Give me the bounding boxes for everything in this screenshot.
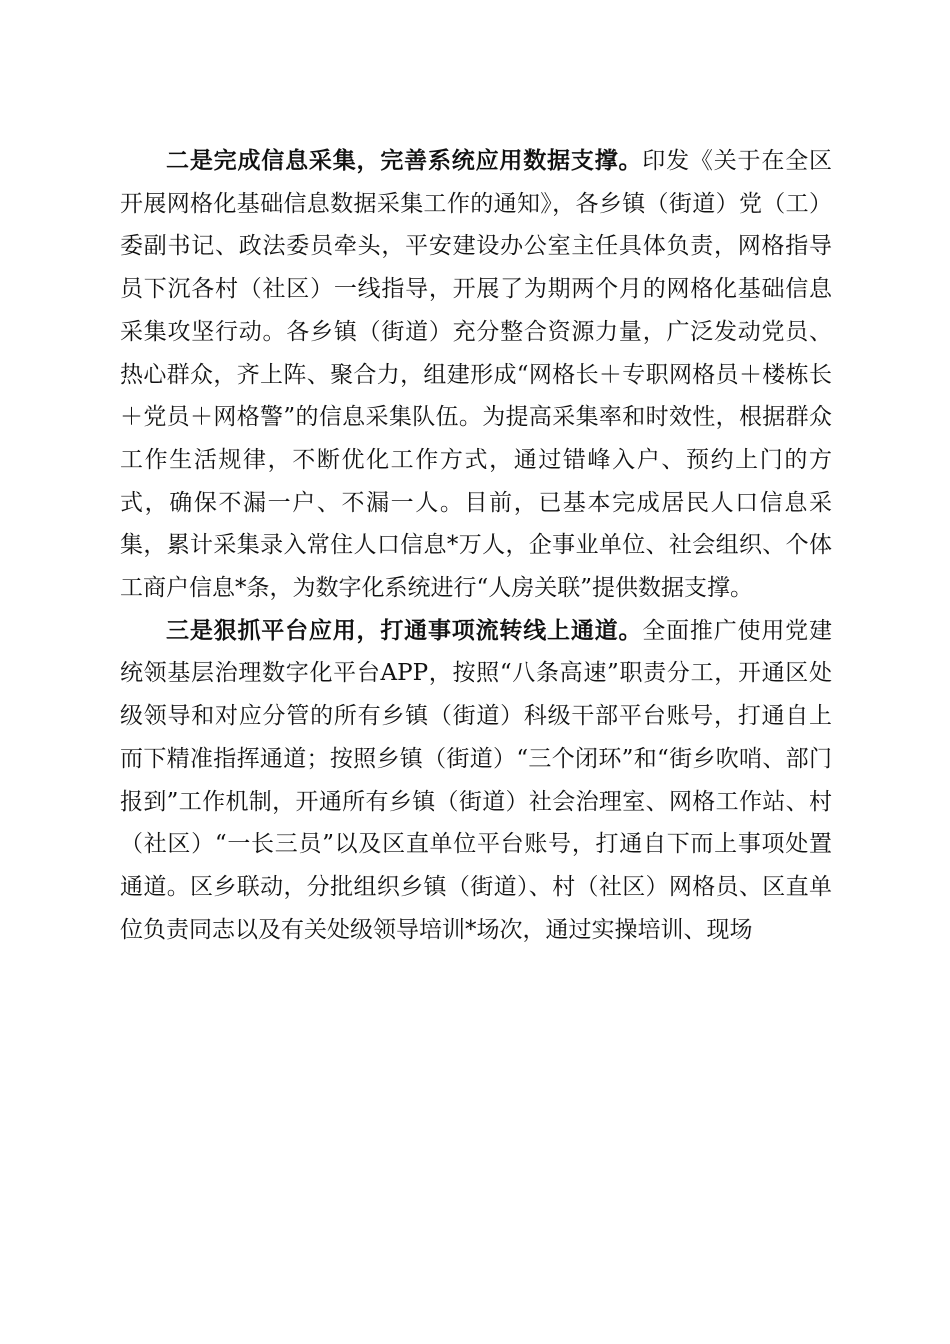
paragraph-lead-heading: 二是完成信息采集，完善系统应用数据支撑。: [166, 147, 643, 174]
document-body: [120, 140, 832, 951]
paragraph-info-collection: [120, 140, 832, 610]
paragraph-platform-application: [120, 610, 832, 952]
paragraph-body-text: 印发《关于在全区开展网格化基础信息数据采集工作的通知》，各乡镇（街道）党（工）委副书记、政法委员牵头，平安建设办公室主任具体负责，网格指导员下沉各村（社区）一线指导，开展了为期两个月的网格化基础信息采集攻坚行动。各乡镇（街道）充分整合资源力量，广泛发动党员、热心群众，齐上阵、聚合力，组建形成“网格长＋专职网格员＋楼栋长＋党员＋网格警”的信息采集队伍。为提高采集率和时效性，根据群众工作生活规律，不断优化工作方式，通过错峰入户、预约上门的方式，确保不漏一户、不漏一人。目前，已基本完成居民人口信息采集，累计采集录入常住人口信息*万人，企事业单位、社会组织、个体工商户信息*条，为数字化系统进行“人房关联”提供数据支撑。: [120, 148, 833, 602]
paragraph-lead-heading: 三是狠抓平台应用，打通事项流转线上通道。: [166, 616, 643, 644]
paragraph-body-text: 全面推广使用党建统领基层治理数字化平台APP，按照“八条高速”职责分工，开通区处级领导和对应分管的所有乡镇（街道）科级干部平台账号，打通自上而下精准指挥通道；按照乡镇（街道）“三个闭环”和“街乡吹哨、部门报到”工作机制，开通所有乡镇（街道）社会治理室、网格工作站、村（社区）“一长三员”以及区直单位平台账号，打通自下而上事项处置通道。区乡联动，分批组织乡镇（街道）、村（社区）网格员、区直单位负责同志以及有关处级领导培训*场次，通过实操培训、现场: [120, 617, 833, 943]
